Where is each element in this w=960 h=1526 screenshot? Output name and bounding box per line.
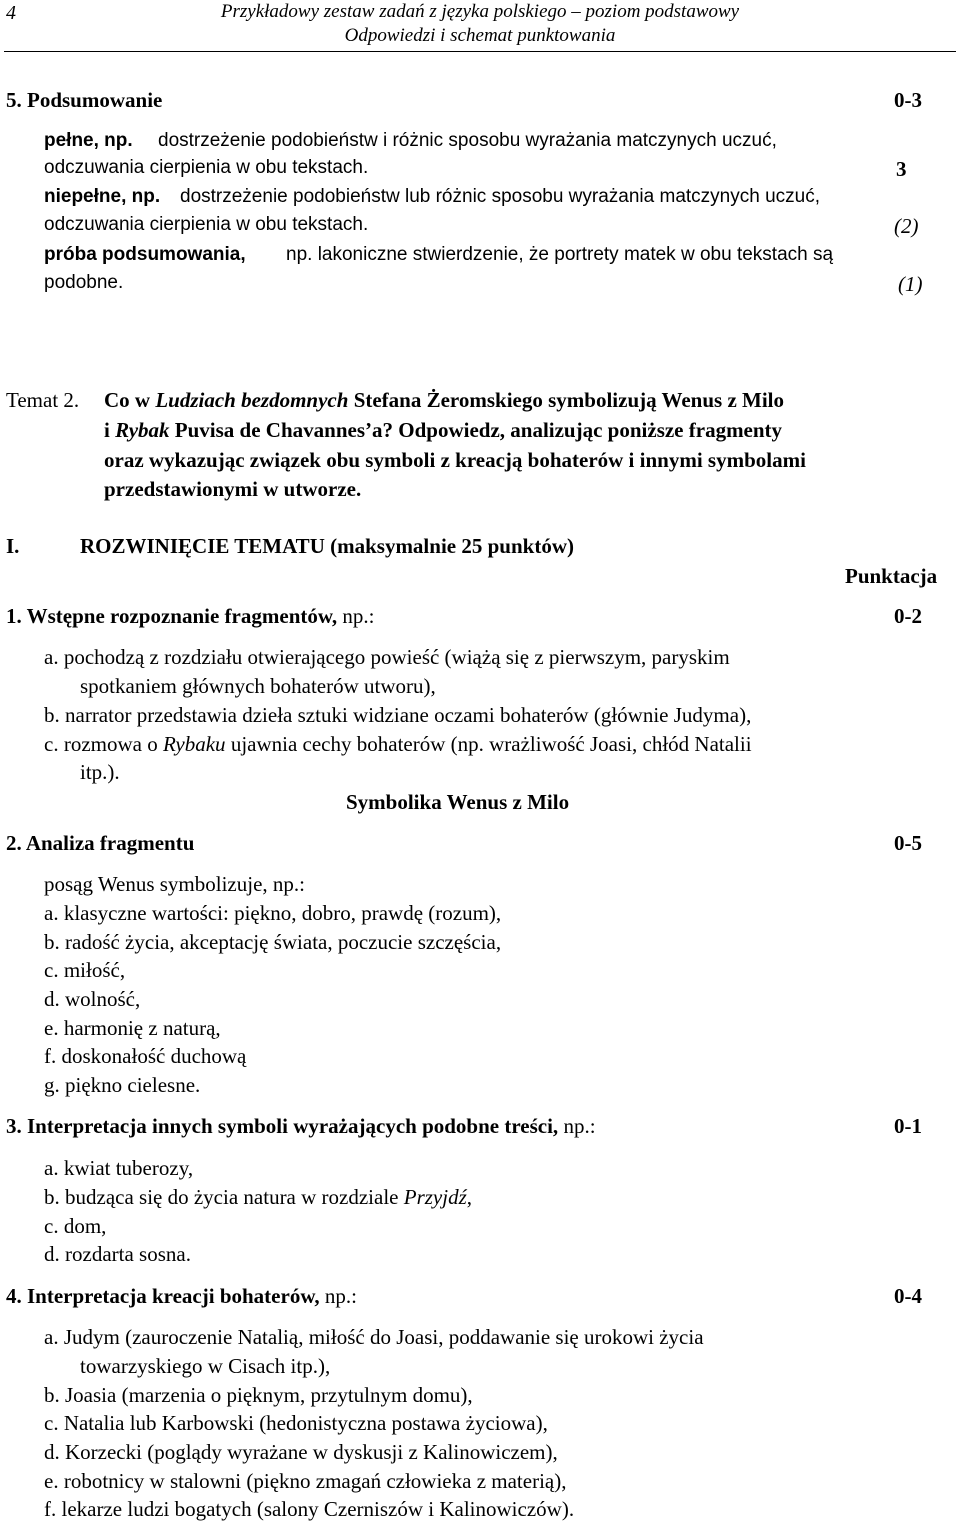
s3-b-pre: b. budząca się do życia natura w rozdziale: [44, 1185, 399, 1209]
s3-item-d: d. rozdarta sosna.: [44, 1242, 191, 1266]
header-line-1: Przykładowy zestaw zadań z języka polskiego – poziom podstawowy: [220, 1, 740, 22]
topic-l1b: Ludziach bezdomnych: [155, 388, 349, 412]
s3-item-a: a. kwiat tuberozy,: [44, 1156, 194, 1180]
s2-item: e. harmonię z naturą,: [44, 1016, 221, 1040]
topic-line-2: [104, 418, 782, 443]
sec5-part-text1: dostrzeżenie podobieństw lub różnic sposobu wyrażania matczynych uczuć,: [180, 186, 820, 207]
s2-item: c. miłość,: [44, 958, 126, 982]
sec5-try-label: próba podsumowania,: [44, 244, 246, 265]
scoring-label: Punktacja: [845, 564, 938, 588]
s1-item-c-2: itp.).: [80, 760, 120, 784]
topic-l2c: Puvisa de Chavannes’a? Odpowiedz, analizując poniższe fragmenty: [174, 418, 783, 442]
s1-np: np.:: [342, 604, 375, 628]
sec5-full-label: pełne, np.: [44, 130, 133, 151]
sec5-range: 0-3: [894, 88, 922, 112]
sec5-full-text1: dostrzeżenie podobieństw i różnic sposobu wyrażania matczynych uczuć,: [158, 130, 777, 151]
s4-item-c: c. Natalia lub Karbowski (hedonistyczna postawa życiowa),: [44, 1411, 548, 1435]
sec5-full-text2: odczuwania cierpienia w obu tekstach.: [44, 157, 369, 178]
s1-title-row: [6, 604, 374, 629]
s1-range: 0-2: [894, 604, 922, 628]
s2-intro: posąg Wenus symbolizuje, np.:: [44, 872, 305, 896]
s1-c-pre: c. rozmowa o: [44, 732, 158, 756]
s4-item-d: d. Korzecki (poglądy wyrażane w dyskusji z Kalinowiczem),: [44, 1440, 558, 1464]
s1-item-a-2: spotkaniem głównych bohaterów utworu),: [80, 674, 436, 698]
topic-l2a: i: [104, 418, 110, 442]
sec5-try-text1: np. lakoniczne stwierdzenie, że portrety matek w obu tekstach są: [286, 244, 834, 265]
topic-line-3: oraz wykazując związek obu symboli z kreacją bohaterów i innymi symbolami: [104, 448, 806, 472]
sec5-title: 5. Podsumowanie: [6, 88, 163, 112]
header-line-2: Odpowiedzi i schemat punktowania: [344, 25, 616, 46]
s1-title: 1. Wstępne rozpoznanie fragmentów,: [6, 604, 338, 628]
sec5-try-score: (1): [898, 272, 923, 296]
header-rule: [4, 51, 956, 52]
s1-c-post: ujawnia cechy bohaterów (np. wrażliwość Joasi, chłód Natalii: [230, 732, 752, 756]
s4-item-a-2: towarzyskiego w Cisach itp.),: [80, 1354, 331, 1378]
s3-title: 3. Interpretacja innych symboli wyrażających podobne treści,: [6, 1114, 559, 1138]
s4-title: 4. Interpretacja kreacji bohaterów,: [6, 1284, 320, 1308]
topic-l2b: Rybak: [115, 418, 170, 442]
sec5-try-text2: podobne.: [44, 272, 124, 293]
topic-l1a: Co w: [104, 388, 151, 412]
topic-label: Temat 2.: [6, 388, 80, 412]
sec5-part-label: niepełne, np.: [44, 186, 161, 207]
running-header: [0, 0, 960, 48]
s3-np: np.:: [563, 1114, 596, 1138]
sec5-part-text2: odczuwania cierpienia w obu tekstach.: [44, 214, 369, 235]
s1-c-italic: Rybaku: [162, 732, 226, 756]
topic-l1c: Stefana Żeromskiego symbolizują Wenus z Milo: [353, 388, 785, 412]
s1-item-c-1: [44, 732, 752, 757]
s4-range: 0-4: [894, 1284, 922, 1308]
s3-b-post: ,: [466, 1185, 472, 1209]
s2-item: a. klasyczne wartości: piękno, dobro, prawdę (rozum),: [44, 901, 502, 925]
topic-line-4: przedstawionymi w utworze.: [104, 477, 362, 501]
s2-item: d. wolność,: [44, 987, 141, 1011]
s1-item-a-1: a. pochodzą z rozdziału otwierającego powieść (wiążą się z pierwszym, paryskim: [44, 645, 730, 669]
s4-np: np.:: [324, 1284, 357, 1308]
s4-item-b: b. Joasia (marzenia o pięknym, przytulnym domu),: [44, 1383, 473, 1407]
s3-item-b: [44, 1185, 472, 1210]
topic-line-1: [104, 388, 784, 413]
dev-title: ROZWINIĘCIE TEMATU (maksymalnie 25 punktów): [80, 534, 574, 558]
s1-item-b: b. narrator przedstawia dzieła sztuki widziane oczami bohaterów (głównie Judyma),: [44, 703, 752, 727]
venus-heading: Symbolika Wenus z Milo: [346, 790, 570, 814]
sec5-part-score: (2): [894, 214, 919, 238]
s2-item: f. doskonałość duchową: [44, 1044, 247, 1068]
s2-item: b. radość życia, akceptację świata, poczucie szczęścia,: [44, 930, 502, 954]
s2-range: 0-5: [894, 831, 922, 855]
s3-title-row: [6, 1114, 596, 1139]
s2-title: 2. Analiza fragmentu: [6, 831, 195, 855]
s4-title-row: [6, 1284, 357, 1309]
s4-item-f: f. lekarze ludzi bogatych (salony Czerniszów i Kalinowiczów).: [44, 1497, 575, 1521]
s4-item-a-1: a. Judym (zauroczenie Natalią, miłość do Joasi, poddawanie się urokowi życia: [44, 1325, 704, 1349]
s3-range: 0-1: [894, 1114, 922, 1138]
s2-item: g. piękno cielesne.: [44, 1073, 201, 1097]
sec5-full-score: 3: [896, 157, 907, 181]
s4-item-e: e. robotnicy w stalowni (piękno zmagań człowieka z materią),: [44, 1469, 567, 1493]
s3-item-c: c. dom,: [44, 1214, 107, 1238]
page-number: 4: [6, 2, 16, 24]
s3-b-italic: Przyjdź: [403, 1185, 467, 1209]
dev-numeral: I.: [6, 534, 20, 558]
